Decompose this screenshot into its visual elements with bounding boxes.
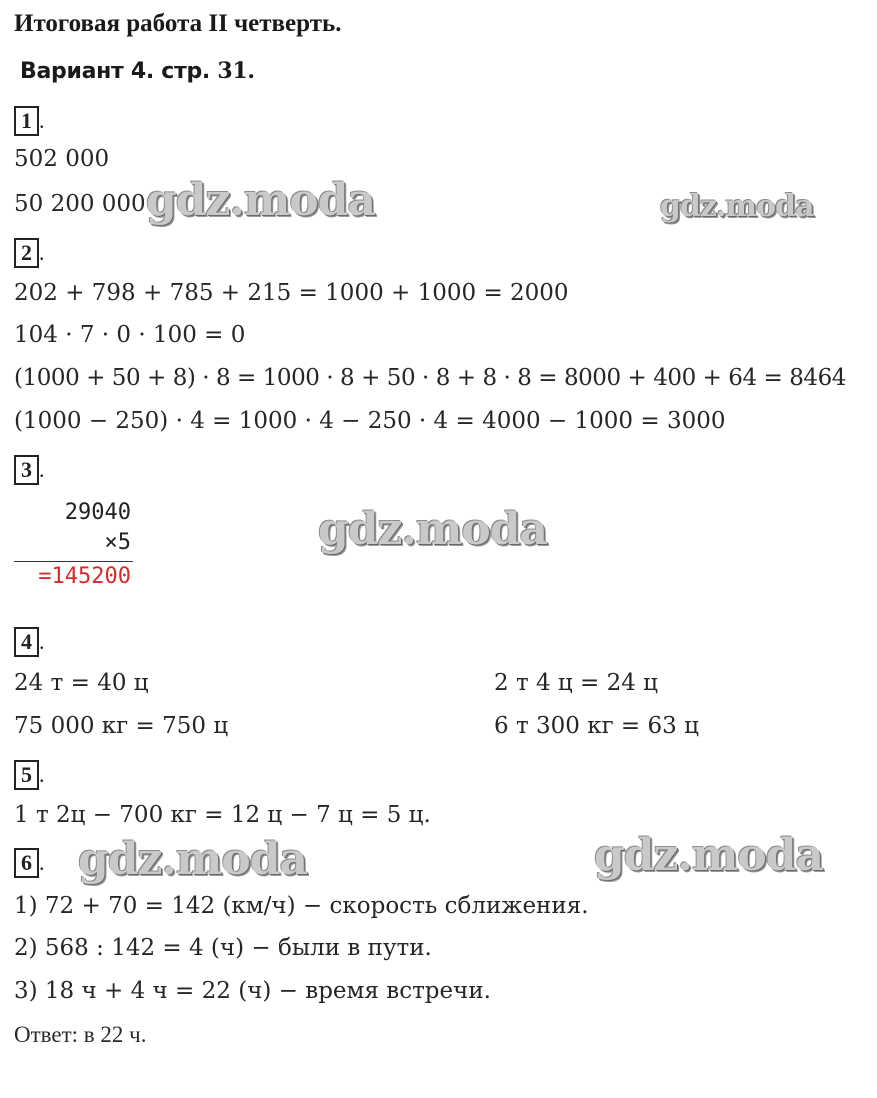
task-1-line-2: 50 200 000: [14, 191, 146, 217]
task-6-line-1: 1) 72 + 70 = 142 (км/ч) − скорость сближения.: [14, 893, 589, 919]
task-2-line-2: 104 · 7 · 0 · 100 = 0: [14, 322, 246, 348]
task-1-line-1: 502 000: [14, 146, 110, 172]
task-2-line-4: (1000 − 250) · 4 = 1000 · 4 − 250 · 4 = 4000 − 1000 = 3000: [14, 408, 726, 434]
task-2-number: 2 .: [14, 238, 45, 268]
page-title: Итоговая работа II четверть.: [14, 10, 342, 37]
task-4-number: 4 .: [14, 627, 45, 657]
task-4-left-1: 24 т = 40 ц: [14, 670, 149, 696]
variant-label: [20, 58, 255, 84]
column-rule: [14, 561, 133, 562]
task-4-left-2: 75 000 кг = 750 ц: [14, 713, 229, 739]
task-1-number: 1 .: [14, 106, 45, 136]
page-number: 31.: [217, 58, 255, 84]
column-result: =145200: [38, 564, 131, 589]
task-6-answer: Ответ: в 22 ч.: [14, 1022, 147, 1047]
task-4-right-2: 6 т 300 кг = 63 ц: [494, 713, 699, 739]
column-multiplier: ×5: [104, 530, 131, 555]
watermark-logo: gdz.moda: [594, 830, 824, 881]
variant-text: Вариант 4. стр.: [20, 59, 218, 84]
column-multiplicand: 29040: [64, 500, 131, 525]
task-5-line-1: 1 т 2ц − 700 кг = 12 ц − 7 ц = 5 ц.: [14, 802, 431, 828]
watermark-logo: gdz.moda: [660, 189, 814, 224]
watermark-logo: gdz.moda: [146, 175, 376, 226]
task-3-number: 3 .: [14, 455, 45, 485]
task-6-line-2: 2) 568 : 142 = 4 (ч) − были в пути.: [14, 935, 432, 961]
task-6-line-3: 3) 18 ч + 4 ч = 22 (ч) − время встречи.: [14, 978, 491, 1004]
watermark-logo: gdz.moda: [78, 834, 308, 885]
task-6-number: 6 .: [14, 848, 45, 878]
task-4-right-1: 2 т 4 ц = 24 ц: [494, 670, 658, 696]
task-5-number: 5 .: [14, 760, 45, 790]
task-2-line-1: 202 + 798 + 785 + 215 = 1000 + 1000 = 2000: [14, 280, 569, 306]
task-2-line-3: (1000 + 50 + 8) · 8 = 1000 · 8 + 50 · 8 + 8 · 8 = 8000 + 400 + 64 = 8464: [14, 365, 846, 391]
watermark-logo: gdz.moda: [318, 504, 548, 555]
